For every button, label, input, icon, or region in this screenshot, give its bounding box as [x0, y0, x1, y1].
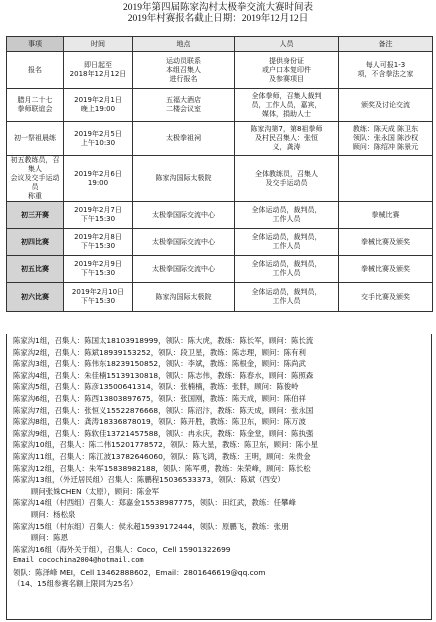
people-cell: 全体运动员，裁判员， 工作人员 — [235, 256, 339, 283]
people-cell: 全体运动员，裁判员， 工作人员 — [235, 202, 339, 229]
event-cell: 初五教练员，召集人 会议及交手运动员 称重 — [7, 156, 64, 202]
people-cell: 全体运动员，裁判员， 工作人员 — [235, 229, 339, 256]
header-place: 地点 — [133, 37, 235, 52]
note-line: 顾问：陈恩 — [31, 533, 68, 543]
place-cell: 运动员联系 本组召集人 进行报名 — [133, 52, 235, 89]
table-row — [7, 52, 433, 89]
time-cell: 2019年2月6日 19:00 — [64, 156, 133, 202]
people-cell: 提供身份证 或户口本复印件 及参赛项目 — [235, 52, 339, 89]
time-cell: 2019年2月9日 下午15:30 — [64, 256, 133, 283]
note-line: 陈家沟6组，召集人：陈西13803897675，领队：张国刚，教练：陈天成，顾问：陈伯祥 — [13, 393, 306, 403]
note-cell: 拳械比赛及颁奖 — [339, 229, 433, 256]
note-line: 陈家沟5组，召集人：陈彦13500641314，领队：张楠楠，教练：张胖，顾问：陈俊岭 — [13, 382, 299, 392]
note-line: 领队：陈泽峰 MEI，Cell 13462888602，Email：2801646619@qq.com — [13, 567, 266, 577]
table-row — [7, 256, 433, 283]
note-line: 顾问张姝CHEN（太原），顾问：陈金军 — [31, 486, 160, 496]
note-line: 陈家沟1组，召集人：陈国太18103918999，领队：陈大虎，教练：陈长军，顾问：陈长流 — [13, 336, 314, 345]
people-cell: 陈家沟第7，第8祖拳师 及村民召集人：张恒 义，龚涛 — [235, 122, 339, 156]
note-line: 陈家沟2组，召集人：陈斌18939153252，领队：段卫星，教练：陈志理，顾问：陈有利 — [13, 347, 306, 357]
place-cell: 五福大酒店 二楼会议室 — [133, 89, 235, 122]
note-line: 陈家沟15组（村东组）召集人：侯永超15939172444，领队：原鹏飞，教练：张朋 — [13, 521, 289, 531]
note-cell: 拳械比赛 — [339, 202, 433, 229]
table-row — [7, 283, 433, 312]
note-line: 陈家沟3组，召集人：陈伟东18239150852，领队：李斌，教练：陈根金，顾问：陈尚武 — [13, 359, 306, 369]
time-cell: 2019年2月7日 下午15:30 — [64, 202, 133, 229]
note-line: 陈家沟9组，召集人：陈软佳13721457588，领队：冉永庆，教练：陈金堂，顾问：陈执强 — [13, 428, 314, 438]
note-line: 陈家沟16组（海外关于组），召集人：Coco，Cell 15901322699 — [13, 544, 231, 554]
note-line: 陈家沟7组，召集人：张恒义15522876668，领队：陈沼汴，教练：陈天成，顾问：张永国 — [13, 405, 314, 415]
people-cell: 全体教练员，召集人 及交手运动员 — [235, 156, 339, 202]
table-row — [7, 89, 433, 122]
time-cell: 即日起至 2018年12月12日 — [64, 52, 133, 89]
table-row — [7, 229, 433, 256]
event-cell: 初五比赛 — [7, 256, 64, 283]
note-line: 陈家沟12组，召集人：朱军15838982188，领队：陈军勇，教练：朱荣峰，顾问：陈长松 — [13, 463, 311, 473]
note-line: （14、15组参赛名额上限同为25名） — [13, 579, 138, 589]
note-line: 陈家沟14组（村西组）召集人：郑嘉金15538987775，领队：田红武，教练：任攀峰 — [13, 498, 296, 508]
table-header-row — [7, 37, 433, 52]
note-cell: 交手比赛及颁奖 — [339, 283, 433, 312]
place-cell: 陈家沟国际太极院 — [133, 283, 235, 312]
note-cell: 拳械比赛及颁奖 — [339, 256, 433, 283]
time-cell: 2019年2月5日 上午10:30 — [64, 122, 133, 156]
event-cell: 初三开赛 — [7, 202, 64, 229]
table-row — [7, 122, 433, 156]
note-line: 顾问：杨松泉 — [31, 509, 76, 519]
place-cell: 太极拳国际交流中心 — [133, 229, 235, 256]
time-cell: 2019年2月1日 晚上19:00 — [64, 89, 133, 122]
place-cell: 陈家沟国际太极院 — [133, 156, 235, 202]
event-cell: 报名 — [7, 52, 64, 89]
note-cell — [339, 156, 433, 202]
place-cell: 太极拳国际交流中心 — [133, 256, 235, 283]
table-row — [7, 156, 433, 202]
note-line: 陈家沟10组，召集人：陈二伟15201778572，领队：陈大星，教练：陈卫东，顾问：陈小星 — [13, 440, 319, 450]
page-subtitle: 2019年村赛报名截止日期：2019年12月12日 — [127, 14, 309, 24]
note-cell: 教练：陈天成 陈卫东 领队：张永国 陈沙权 顾问：陈绍冲 陈景元 — [339, 122, 433, 156]
table-row — [7, 202, 433, 229]
time-cell: 2019年2月10日 下午15:30 — [64, 283, 133, 312]
header-event: 事项 — [7, 37, 64, 52]
header-people: 人员 — [235, 37, 339, 52]
note-line: 陈家沟4组，召集人：朱佳楠15139130818，领队：陈志伟，教练：陈春水，顾问：陈照森 — [13, 370, 314, 380]
note-cell: 颁奖及讨论交流 — [339, 89, 433, 122]
group-contacts-notes — [6, 334, 432, 620]
note-line: 陈家沟13组，（外迁居民组）召集人：陈鹏程15036533373，领队：陈斌（西安） — [13, 475, 285, 485]
header-note: 备注 — [339, 37, 433, 52]
note-cell: 每人可报1-3 项，不含拳法之家 — [339, 52, 433, 89]
people-cell: 全体运动员，裁判员， 工作人员 — [235, 283, 339, 312]
note-line: Email cocochina2004@hotmail.com — [13, 556, 144, 565]
page-title: 2019年第四届陈家沟村太极拳交流大赛时间表 — [122, 3, 313, 13]
event-cell: 初六比赛 — [7, 283, 64, 312]
place-cell: 太极拳国际交流中心 — [133, 202, 235, 229]
note-line: 陈家沟11组，召集人：陈江波13782646060，领队：陈飞鸿，教练：王明，顾问：朱贵金 — [13, 451, 311, 461]
schedule-table — [6, 36, 433, 312]
note-line: 陈家沟8组，召集人：龚涛18336878019，领队：陈开胜，教练：陈卫东，顾问：陈万波 — [13, 417, 306, 427]
event-cell: 初四比赛 — [7, 229, 64, 256]
people-cell: 全体拳师，召集人裁判 员，工作人员，嘉宾， 媒体，捐助人士 — [235, 89, 339, 122]
place-cell: 太极拳祖祠 — [133, 122, 235, 156]
time-cell: 2019年2月8日 下午15:30 — [64, 229, 133, 256]
event-cell: 腊月二十七 拳师联谊会 — [7, 89, 64, 122]
event-cell: 初一祭祖晨练 — [7, 122, 64, 156]
header-time: 时间 — [64, 37, 133, 52]
